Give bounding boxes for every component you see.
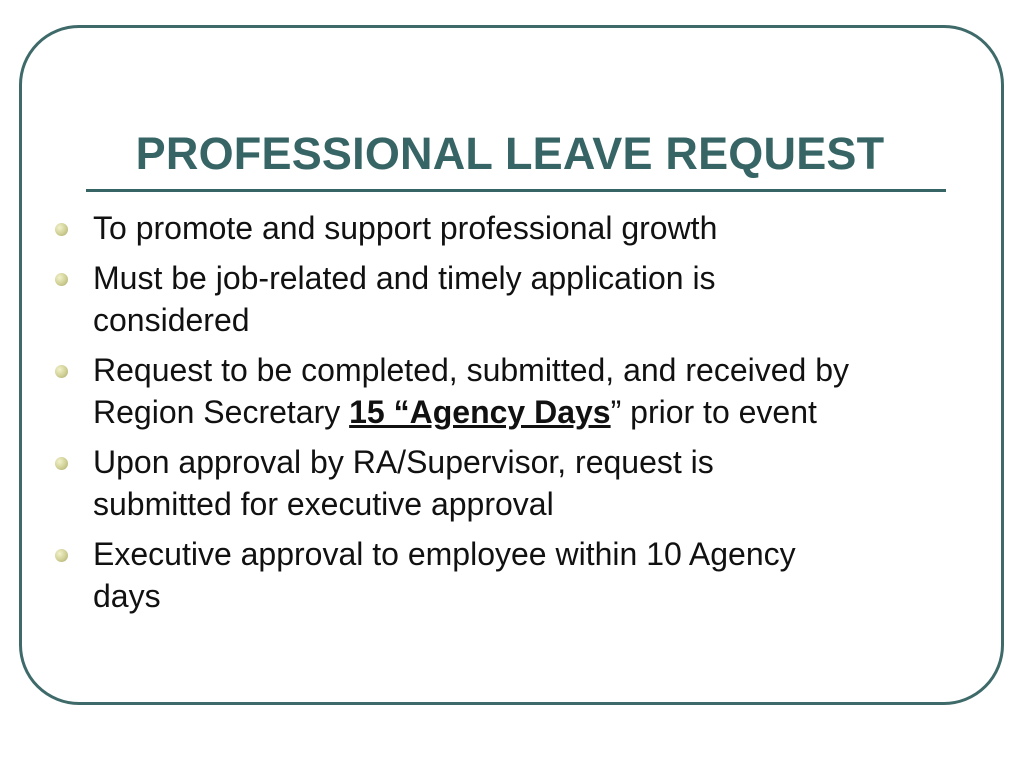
list-item — [55, 207, 855, 249]
title-underline — [86, 189, 946, 192]
bullet-text-before: Request to be completed, submitted, and received by Region Secretary — [93, 352, 849, 430]
list-item — [55, 441, 855, 525]
list-item — [55, 257, 855, 341]
list-item — [55, 349, 855, 433]
slide-title: PROFESSIONAL LEAVE REQUEST — [135, 128, 885, 179]
bullet-list — [55, 207, 855, 625]
bullet-emphasis: 15 “Agency Days — [349, 394, 611, 430]
bullet-dot-icon — [55, 273, 68, 286]
bullet-dot-icon — [55, 549, 68, 562]
bullet-text: Executive approval to employee within 10 Agency days — [93, 536, 796, 614]
bullet-text-after: ” prior to event — [610, 394, 817, 430]
bullet-dot-icon — [55, 365, 68, 378]
bullet-dot-icon — [55, 223, 68, 236]
bullet-text: Must be job-related and timely application is considered — [93, 260, 716, 338]
bullet-text: Upon approval by RA/Supervisor, request is submitted for executive approval — [93, 444, 714, 522]
list-item — [55, 533, 855, 617]
bullet-text: To promote and support professional growth — [93, 210, 718, 246]
bullet-dot-icon — [55, 457, 68, 470]
